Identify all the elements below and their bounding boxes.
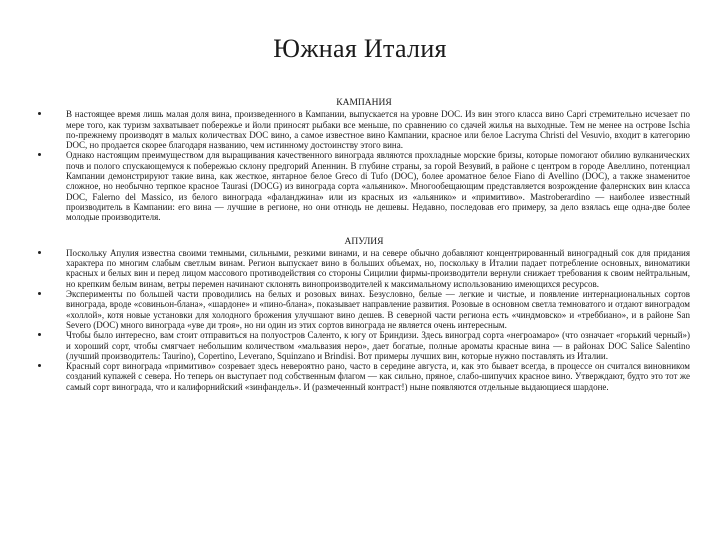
bullet-icon [38,251,41,254]
bullet-item [38,248,690,289]
bullet-item [38,289,690,330]
bullet-text: Чтобы было интересно, вам стоит отправиться на полуостров Саленто, к югу от Бриндизи. Здесь виноград сорта «негроамаро» (что означает «горький черный») и хороший сорт, чтобы смягчает небольшим количеством «мальвазия неро», дает богатые, полные ароматы красные вина — в районах DOC Salice Salentino (лучший производитель: Taurino), Copertino, Leverano, Squinzano и Brindisi. Вот примеры лучших вин, которые нужно поставлять из Италии. [66,330,690,361]
slide-content [38,98,690,392]
section-heading-apulia: АПУЛИЯ [344,236,384,247]
bullet-text: В настоящее время лишь малая доля вина, произведенного в Кампании, выпускается на уровне DOC. Из вин этого класса вино Capri стремительно исчезает по мере того, как туризм захватывает побережье и йоли приносят рыбаки все меньше, по сравнению со сдачей жилья на выходные. Тем не менее на острове Ischia по-прежнему производят в малых количествах DOC вино, а самое известное вино Кампании, красное или белое Lacryma Christi del Vesuvio, входит в категорию DOC, но продается скорее благодаря названию, чем истинному достоинству этого вина. [66,109,690,151]
bullet-icon [38,333,41,336]
bullet-icon [38,292,41,295]
bullet-item [38,330,690,361]
bullet-item [38,150,690,222]
bullet-text: Однако настоящим преимуществом для выращивания качественного винограда являются прохладные морские бризы, которые помогают обилию вулканических почв и полого спускающемуся к побережью склону предгорий Апеннин. В глубине страны, за горой Везувий, в районе с центром в городе Авеллино, потенциал Кампании демонстрируют такие вина, как жесткое, янтарное белое Greco di Tufo (DOC), более ароматное белое Fiano di Avellino (DOC), а также знаменитое сложное, но необычно терпкое красное Taurasi (DOCG) из винограда сорта «альянико». Многообещающим представляется возрождение фалернских вин класса DOC, Falerno del Massico, из белого винограда «фаланджина» или из красных из «альянико» и «примитиво». Mastroberardino — наиболее известный производитель в Кампании: его вина — лучшие в регионе, но они отнюдь не дешевы. Недавно, последовав его примеру, за дело взялась еще одна-две более молодые производителя. [66,150,690,223]
bullet-text: Красный сорт винограда «примитиво» созревает здесь невероятно рано, часто в середине августа, и, как это бывает всегда, в процессе он считался виновником созданий купажей с севера. Но теперь он выступает под собственным флагом — как сильно, пряное, слабо-шипучих красное вино. Утверждают, будто это тот же самый сорт винограда, что и калифорнийский «зинфандель». И (размеченный контраст!) ныне появляются отдельные выдающиеся шардоне. [66,361,690,392]
bullet-icon [38,364,41,367]
slide-title: Южная Италия [273,34,447,63]
bullet-item [38,109,690,150]
section-heading-campania: КАМПАНИЯ [336,98,392,108]
bullet-list-campania [38,109,690,222]
bullet-icon [38,112,41,115]
bullet-text: Эксперименты по большей части проводились на белых и розовых винах. Безусловно, белые — легкие и чистые, и появление интернациональных сортов винограда, вроде «совиньон-блана», «шардоне» и «пино-блана», показывает направление развития. Розовые в основном светла темноватого и отдают виноградом «холлой», котя новые установки для холодного брожения улучшают вино дешев. В северной части региона есть «чиндмовско» и «треббиано», и в районе San Severo (DOC) много винограда «уве ди троя», но ни один из этих сортов винограда не является очень интересным. [66,289,690,330]
bullet-item [38,361,690,392]
bullet-list-apulia [38,248,690,392]
bullet-text: Поскольку Апулия известна своими темными, сильными, резкими винами, и на севере обычно добавляют концентрированный виноградный сок для придания характера по многим слабым светлым винам. Регион выпускает вино в больших объемах, но, поскольку в Италии падает потребление основных, виноматики красных и белых вин и перед лицом массового противодействия со стороны Сицилии фирмы-производители вернули снижает требования к своим нейтральным, но крепким белым винам, ветры перемен начинают склонять винопроизводителей к максимальному использованию имеющихся ресурсов. [66,247,690,289]
bullet-icon [38,153,41,156]
